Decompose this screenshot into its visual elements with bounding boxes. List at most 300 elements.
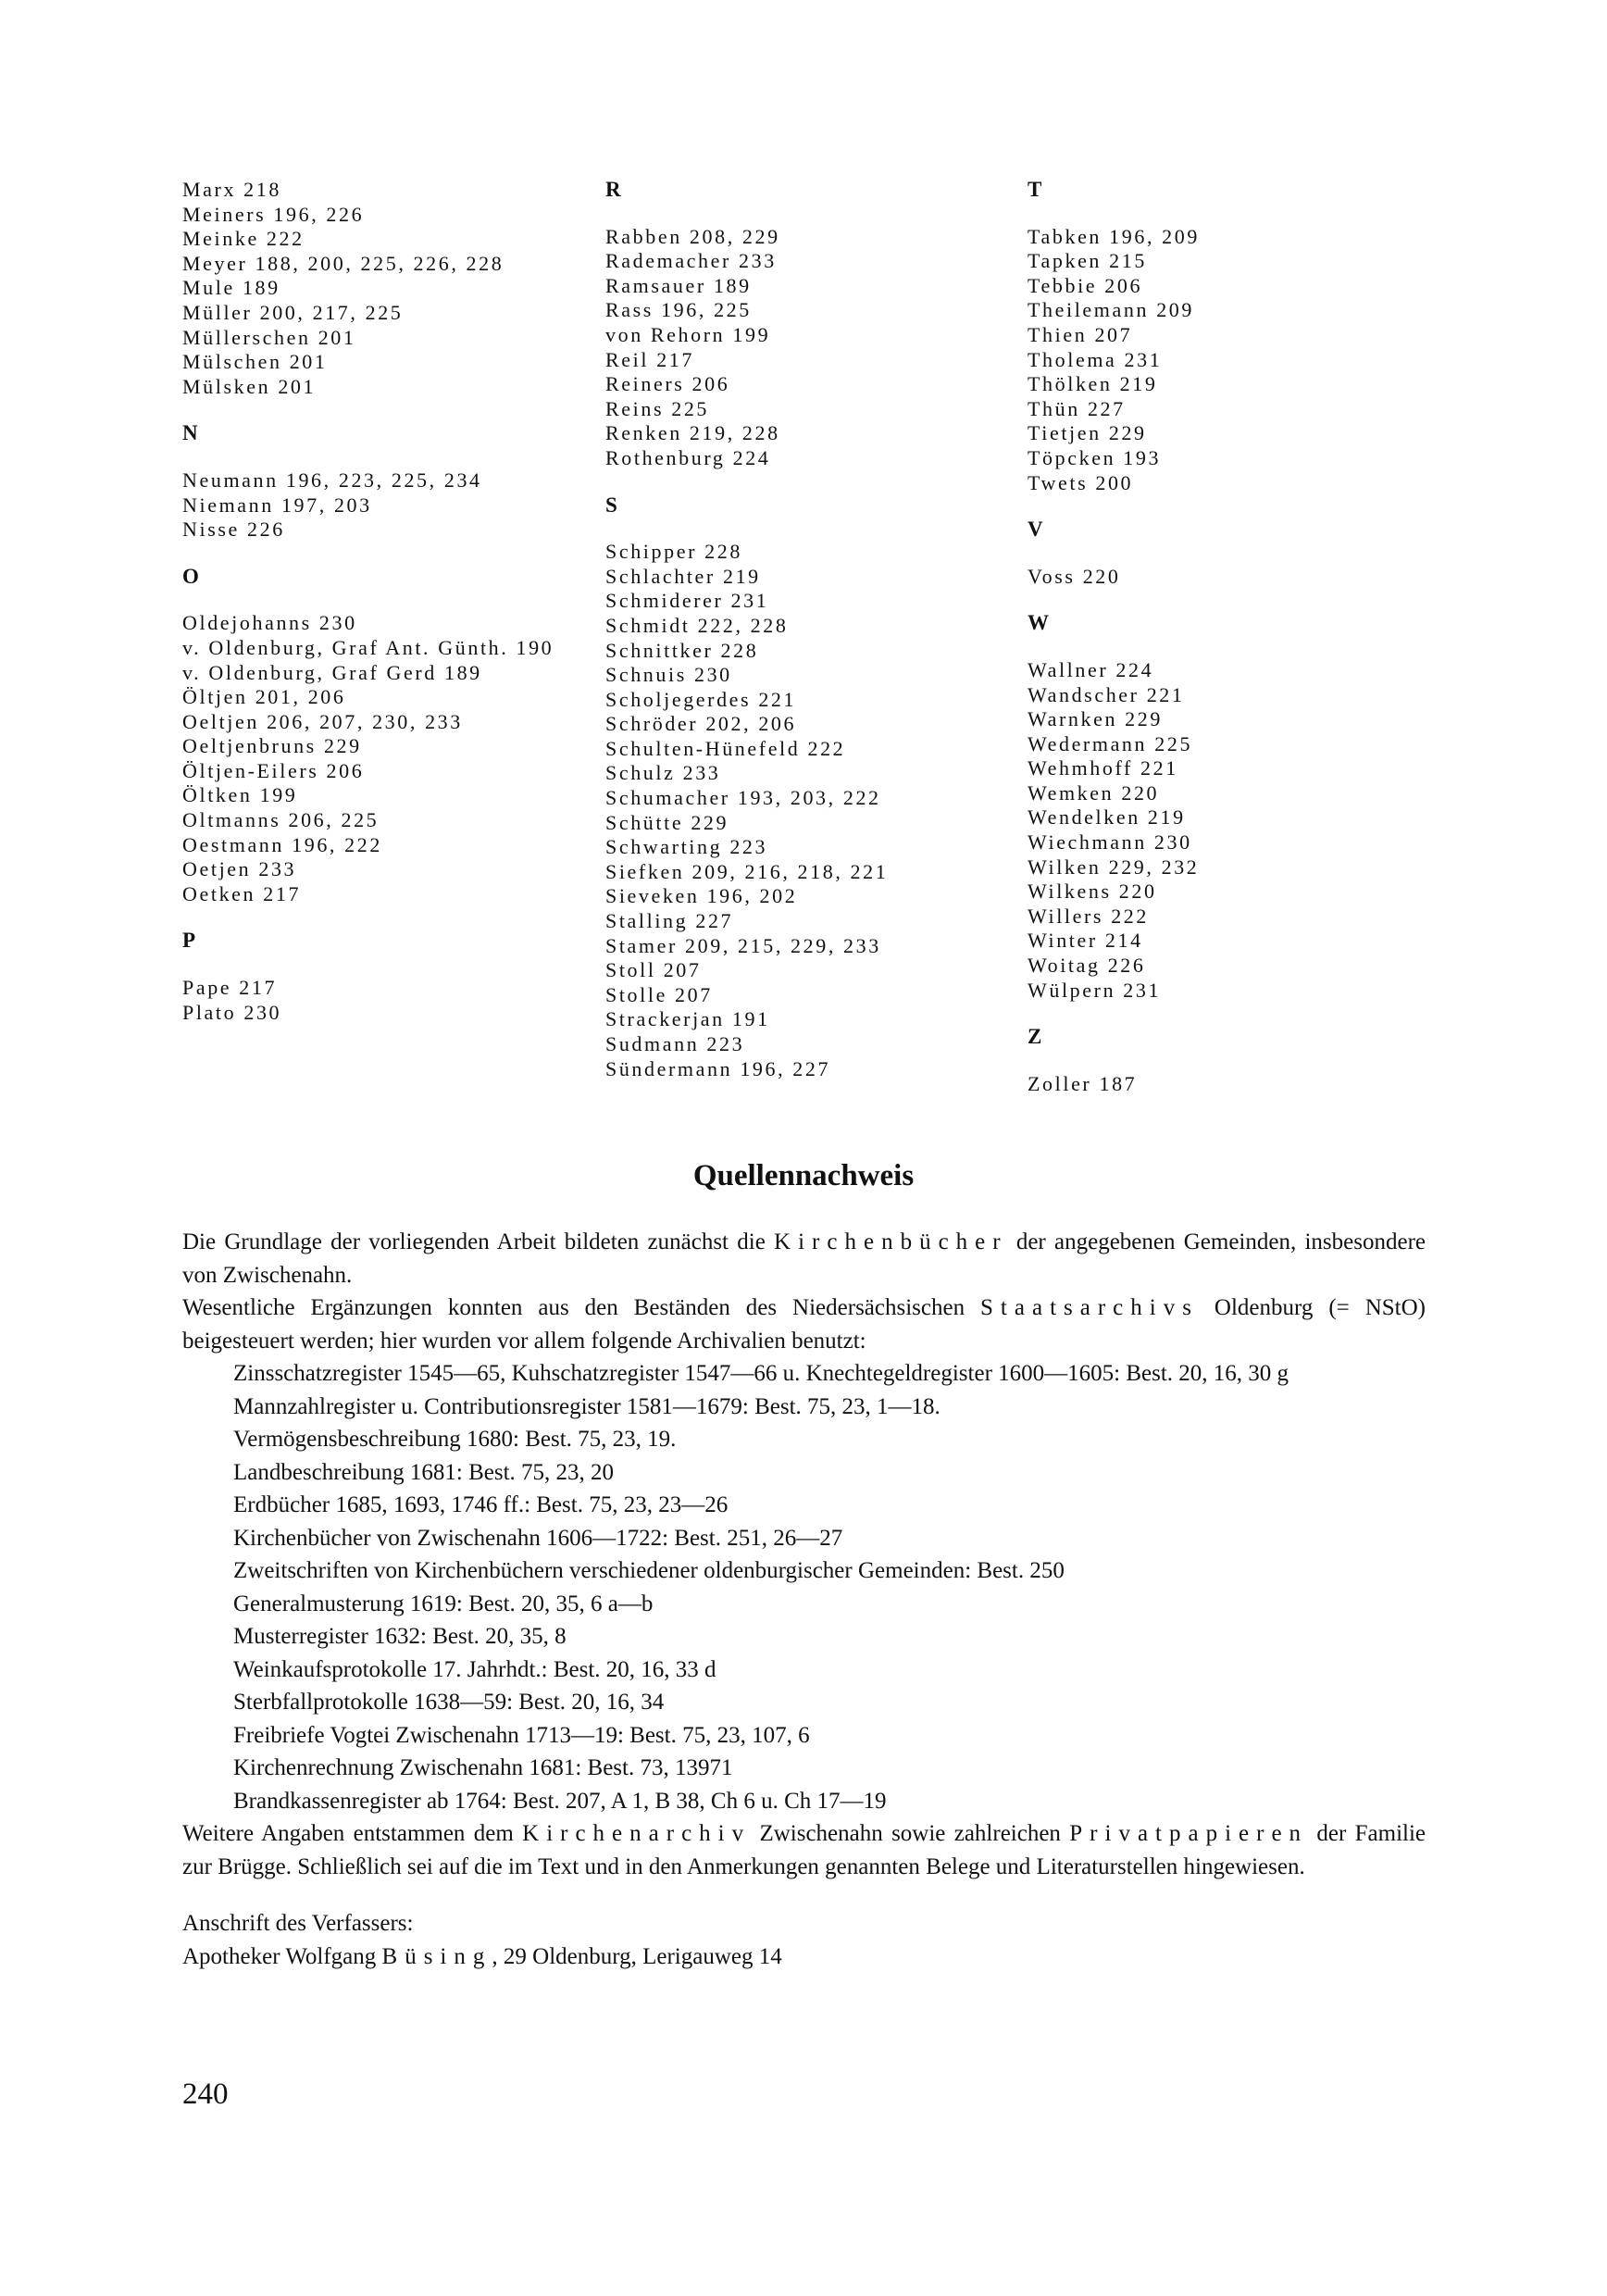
entry-name: Schumacher [605, 786, 730, 810]
index-entry [1028, 446, 1435, 471]
entry-pages: 206 [326, 758, 365, 782]
entry-name: Sündermann [605, 1056, 733, 1080]
entry-pages: 189 [443, 660, 482, 684]
entry-pages: 200, 217, 225 [259, 300, 404, 324]
entry-name: Schlachter [605, 564, 716, 588]
entry-pages: 223 [706, 1032, 745, 1055]
archive-list-item: Musterregister 1632: Best. 20, 35, 8 [233, 1624, 567, 1649]
entry-pages: 228 [704, 540, 742, 564]
entry-pages: 222 [1111, 904, 1149, 928]
text-segment: Zwischenahn sowie zahlreichen [751, 1821, 1070, 1846]
entry-pages: 222 [807, 736, 846, 760]
index-letter-heading: V [1028, 518, 1043, 542]
entry-name: Winter [1028, 929, 1098, 953]
index-entry [605, 835, 1013, 860]
index-entry [605, 348, 1013, 373]
index-entry [1028, 905, 1435, 930]
entry-name: Wülpern [1028, 978, 1116, 1002]
entry-name: Wemken [1028, 780, 1115, 805]
entry-pages: 215 [1109, 249, 1147, 273]
entry-pages: 207 [663, 958, 702, 982]
index-entry [605, 639, 1013, 664]
entry-name: Renken [605, 421, 682, 445]
entry-name: Pape [182, 976, 232, 1000]
entry-name: Niemann [182, 493, 274, 517]
entry-pages: 196, 222 [292, 832, 382, 856]
index-entry [1028, 979, 1435, 1004]
index-entry [605, 786, 1013, 811]
archive-list-item: Mannzahlregister u. Contributionsregister 1581—1679: Best. 75, 23, 1—18. [233, 1393, 941, 1419]
entry-name: Thien [1028, 322, 1088, 346]
index-entry [182, 685, 590, 710]
index-entry [1028, 954, 1435, 979]
entry-pages: 220 [1082, 564, 1121, 588]
index-entry [605, 958, 1013, 983]
entry-pages: 209 [1156, 298, 1194, 322]
entry-name: von Rehorn [605, 322, 726, 346]
entry-pages: 207 [675, 982, 713, 1006]
entry-name: Schnittker [605, 638, 714, 662]
entry-pages: 220 [1121, 780, 1160, 805]
entry-pages: 196, 223, 225, 234 [285, 468, 482, 492]
entry-name: Neumann [182, 468, 279, 492]
entry-name: Wilken [1028, 855, 1102, 879]
entry-pages: 199 [732, 322, 771, 346]
entry-name: Tabken [1028, 224, 1102, 248]
entry-pages: 196, 225 [661, 298, 752, 322]
archive-list-item: Vermögensbeschreibung 1680: Best. 75, 23, 19. [233, 1427, 677, 1452]
entry-name: v. Oldenburg, Graf Ant. Günth. [182, 635, 509, 659]
entry-name: Oeltjen [182, 709, 259, 733]
archive-list-item: Kirchenrechnung Zwischenahn 1681: Best. 73, 13971 [233, 1755, 733, 1780]
index-entry [182, 518, 590, 543]
index-entry [605, 589, 1013, 614]
sources-outro [182, 1817, 1426, 1883]
entry-pages: 207 [1094, 322, 1133, 346]
entry-name: Oltmanns [182, 808, 281, 832]
entry-name: Oetken [182, 881, 256, 905]
index-column-3 [1028, 178, 1435, 1096]
index-entry [1028, 732, 1435, 757]
entry-name: Warnken [1028, 707, 1118, 731]
index-entry [1028, 707, 1435, 732]
index-entry [1028, 471, 1435, 496]
entry-pages: 233 [739, 249, 777, 273]
index-entry [1028, 683, 1435, 708]
entry-pages: 218 [243, 178, 281, 201]
index-entry [182, 227, 590, 252]
index-entry [182, 611, 590, 636]
entry-pages: 220 [1118, 880, 1157, 904]
entry-name: Twets [1028, 470, 1089, 494]
index-entry [605, 688, 1013, 713]
index-letter-heading: T [1028, 178, 1042, 201]
entry-pages: 196, 202 [706, 884, 798, 908]
paragraph [182, 1226, 1426, 1292]
index-entry [605, 323, 1013, 348]
entry-pages: 229 [323, 734, 362, 758]
entry-name: Rass [605, 298, 654, 322]
entry-name: Wandscher [1028, 682, 1140, 706]
entry-name: Schulten-Hünefeld [605, 736, 801, 760]
index-entry [182, 976, 590, 1001]
entry-name: Töpcken [1028, 445, 1116, 469]
entry-pages: 227 [1087, 396, 1126, 420]
index-entry [1028, 225, 1435, 250]
entry-pages: 231 [1124, 347, 1163, 371]
entry-name: Plato [182, 1000, 237, 1024]
index-entry [605, 1032, 1013, 1057]
sources-intro [182, 1226, 1426, 1357]
index-entry [182, 808, 590, 833]
archive-list-item: Weinkaufsprotokolle 17. Jahrhdt.: Best. 20, 16, 33 d [233, 1656, 716, 1682]
index-entry [605, 712, 1013, 737]
index-entry [1028, 1072, 1435, 1097]
entry-name: Meiners [182, 202, 267, 226]
entry-name: Stalling [605, 909, 689, 933]
entry-pages: 221 [1140, 756, 1178, 780]
entry-pages: 229 [691, 810, 729, 834]
entry-name: Sieveken [605, 884, 700, 908]
index-letter-heading: P [182, 929, 196, 953]
paragraph [182, 1292, 1426, 1357]
entry-pages: 201 [278, 374, 317, 398]
entry-pages: 222 [266, 227, 305, 251]
entry-name: Müller [182, 300, 253, 324]
index-entry [605, 737, 1013, 762]
index-entry [182, 857, 590, 882]
entry-pages: 206, 225 [288, 808, 380, 832]
index-letter-heading: S [605, 493, 617, 517]
entry-name: Woitag [1028, 954, 1101, 978]
entry-pages: 217 [656, 347, 694, 371]
entry-pages: 230 [693, 663, 732, 687]
index-entry [182, 636, 590, 661]
index-entry [182, 178, 590, 203]
index-entry [182, 375, 590, 400]
archive-list-item: Freibriefe Vogtei Zwischenahn 1713—19: Best. 75, 23, 107, 6 [233, 1722, 810, 1748]
entry-name: Nisse [182, 518, 240, 542]
entry-pages: 209, 216, 218, 221 [691, 859, 889, 883]
entry-name: Öltjen [182, 685, 248, 709]
entry-pages: 217 [239, 976, 278, 1000]
entry-pages: 225 [1154, 731, 1193, 755]
entry-name: Reiners [605, 372, 685, 396]
entry-name: Wilkens [1028, 880, 1112, 904]
text-segment: Oldenburg (= NStO) beigesteuert werden; hier wurden vor allem folgende Archivalien benutzt: [182, 1295, 1426, 1354]
entry-name: Willers [1028, 904, 1104, 928]
index-entry [605, 421, 1013, 446]
entry-name: Schmidt [605, 613, 691, 637]
index-entry [182, 1001, 590, 1026]
index-entry [605, 274, 1013, 299]
index-entry [182, 833, 590, 858]
entry-name: Thölken [1028, 372, 1113, 396]
index-entry [605, 811, 1013, 836]
entry-pages: 193 [1123, 445, 1162, 469]
index-entry [182, 301, 590, 326]
entry-name: Mülschen [182, 350, 282, 374]
index-letter-heading: Z [1028, 1025, 1042, 1049]
entry-name: Sudmann [605, 1032, 700, 1055]
index-letter-heading: W [1028, 611, 1049, 635]
entry-name: Wehmhoff [1028, 756, 1133, 780]
entry-name: Wendelken [1028, 805, 1140, 830]
index-entry [1028, 421, 1435, 446]
text-segment: , 29 Oldenburg, Lerigauweg 14 [492, 1943, 782, 1969]
entry-pages: 196, 227 [740, 1056, 831, 1080]
index-entry [1028, 298, 1435, 323]
entry-pages: 229, 232 [1108, 855, 1200, 879]
index-entry [1028, 929, 1435, 954]
entry-name: Oldejohanns [182, 611, 312, 635]
entry-pages: 190 [516, 635, 554, 659]
entry-pages: 230 [1153, 830, 1192, 855]
entry-name: Marx [182, 178, 237, 201]
entry-pages: 230 [318, 611, 357, 635]
entry-name: Wedermann [1028, 731, 1148, 755]
entry-name: Öltken [182, 783, 253, 807]
index-entry [605, 983, 1013, 1008]
index-entry [605, 249, 1013, 274]
entry-pages: 219 [1147, 805, 1186, 830]
index-entry [182, 326, 590, 351]
entry-name: Meinke [182, 227, 259, 251]
entry-pages: 230 [243, 1000, 282, 1024]
index-entry [605, 565, 1013, 590]
entry-pages: 208, 229 [689, 224, 780, 248]
index-entry [605, 860, 1013, 885]
entry-name: Oetjen [182, 857, 252, 881]
entry-name: Strackerjan [605, 1007, 725, 1031]
text-segment: Apotheker Wolfgang [182, 1943, 382, 1969]
entry-pages: 188, 200, 225, 226, 228 [255, 251, 505, 275]
paragraph [182, 1817, 1426, 1883]
index-entry [605, 225, 1013, 250]
entry-name: Tholema [1028, 347, 1117, 371]
entry-pages: 187 [1099, 1071, 1138, 1095]
entry-pages: 223 [729, 835, 768, 859]
entry-name: Ramsauer [605, 273, 706, 297]
address-label: Anschrift des Verfassers: [182, 1911, 414, 1936]
entry-name: Wallner [1028, 657, 1109, 681]
text-segment: Wesentliche Ergänzungen konnten aus den Beständen des Niedersächsischen [182, 1295, 981, 1320]
entry-name: Oestmann [182, 832, 285, 856]
entry-pages: 225 [671, 396, 710, 420]
index-entry [605, 372, 1013, 397]
entry-pages: 209, 215, 229, 233 [685, 933, 881, 957]
entry-name: Tebbie [1028, 273, 1098, 297]
index-entry [1028, 855, 1435, 880]
index-entry [182, 661, 590, 686]
entry-name: Rothenburg [605, 445, 726, 469]
entry-name: Reil [605, 347, 650, 371]
entry-pages: 202, 206 [705, 712, 797, 736]
entry-name: Schipper [605, 540, 698, 564]
entry-name: Schnuis [605, 663, 687, 687]
index-entry [605, 614, 1013, 639]
entry-name: Voss [1028, 564, 1076, 588]
entry-name: Siefken [605, 859, 685, 883]
entry-pages: 197, 203 [280, 493, 372, 517]
text-segment: Weitere Angaben entstammen dem [182, 1821, 523, 1846]
index-entry [605, 663, 1013, 688]
index-column-1 [182, 178, 590, 1025]
entry-name: Rabben [605, 224, 682, 248]
entry-name: Schröder [605, 712, 699, 736]
archive-list-item: Zweitschriften von Kirchenbüchern verschiedener oldenburgischer Gemeinden: Best. 250 [233, 1558, 1065, 1583]
entry-pages: 219 [722, 564, 761, 588]
entry-pages: 224 [1115, 657, 1154, 681]
entry-pages: 189 [713, 273, 752, 297]
entry-name: Theilemann [1028, 298, 1150, 322]
entry-name: Zoller [1028, 1071, 1092, 1095]
index-entry [182, 350, 590, 375]
entry-pages: 201 [318, 325, 356, 349]
sources-body [182, 1226, 1426, 1973]
entry-pages: 219 [1119, 372, 1158, 396]
entry-pages: 224 [732, 445, 771, 469]
entry-name: Tietjen [1028, 421, 1102, 445]
archive-list-item: Brandkassenregister ab 1764: Best. 207, A 1, B 38, Ch 6 u. Ch 17—19 [233, 1788, 887, 1814]
index-entry [605, 909, 1013, 934]
entry-name: Rademacher [605, 249, 731, 273]
archive-list-item: Landbeschreibung 1681: Best. 75, 23, 20 [233, 1459, 615, 1485]
index-entry [1028, 274, 1435, 299]
entry-pages: 191 [731, 1007, 770, 1031]
entry-pages: 221 [758, 687, 797, 711]
archive-list-item: Zinsschatzregister 1545—65, Kuhschatzregister 1547—66 u. Knechtegeldregister 1600—1605: Best. 20, 16, 30 g [233, 1361, 1289, 1386]
entry-name: Stolle [605, 982, 667, 1006]
entry-name: Schulz [605, 761, 676, 785]
index-entry [1028, 880, 1435, 905]
text-segment: der angegebenen Gemeinden, insbesondere von Zwischenahn. [182, 1229, 1426, 1288]
entry-name: Stoll [605, 958, 656, 982]
archive-list-item: Erdbücher 1685, 1693, 1746 ff.: Best. 75, 23, 23—26 [233, 1492, 729, 1517]
entry-name: Tapken [1028, 249, 1102, 273]
index-entry [182, 468, 590, 493]
entry-pages: 193, 203, 222 [737, 786, 881, 810]
index-entry [605, 397, 1013, 422]
entry-name: Reins [605, 396, 665, 420]
index-entry [1028, 756, 1435, 781]
spaced-emphasis: Staatsarchivs [980, 1295, 1199, 1320]
entry-pages: 217 [263, 881, 302, 905]
index-letter-heading: R [605, 178, 621, 201]
index-entry [605, 884, 1013, 909]
index-entry [605, 298, 1013, 323]
spaced-emphasis: Privatpapieren [1069, 1821, 1309, 1846]
entry-pages: 206 [1104, 273, 1143, 297]
archive-list-item: Sterbfallprotokolle 1638—59: Best. 20, 16, 34 [233, 1690, 665, 1715]
index-entry [182, 734, 590, 759]
spaced-emphasis: Kirchenarchiv [522, 1821, 752, 1846]
entry-pages: 228 [720, 638, 759, 662]
entry-name: Schütte [605, 810, 684, 834]
entry-name: Thün [1028, 396, 1080, 420]
index-letter-heading: N [182, 421, 198, 445]
page-number: 240 [182, 2078, 229, 2111]
entry-pages: 222, 228 [697, 613, 789, 637]
index-entry [182, 276, 590, 301]
index-entry [182, 203, 590, 228]
index-entry [605, 540, 1013, 565]
index-entry [182, 882, 590, 907]
entry-pages: 201, 206 [255, 685, 346, 709]
index-entry [1028, 805, 1435, 830]
entry-pages: 231 [730, 589, 769, 613]
entry-name: Wiechmann [1028, 830, 1147, 855]
entry-pages: 221 [1146, 682, 1185, 706]
index-entry [1028, 323, 1435, 348]
index-entry [1028, 372, 1435, 397]
spaced-emphasis: Büsing [381, 1943, 492, 1969]
index-entry [605, 1057, 1013, 1082]
entry-pages: 214 [1104, 929, 1143, 953]
section-title: Quellennachweis [692, 1159, 915, 1192]
entry-pages: 199 [259, 783, 298, 807]
index-entry [1028, 249, 1435, 274]
index-entry [182, 252, 590, 277]
index-entry [1028, 348, 1435, 373]
entry-name: v. Oldenburg, Graf Gerd [182, 660, 437, 684]
entry-pages: 226 [247, 518, 285, 542]
entry-pages: 229 [1108, 421, 1147, 445]
entry-name: Mülsken [182, 374, 271, 398]
index-entry [1028, 658, 1435, 683]
entry-name: Scholjegerdes [605, 687, 752, 711]
entry-name: Schwarting [605, 835, 723, 859]
text-segment: Die Grundlage der vorliegenden Arbeit bildeten zunächst die [182, 1229, 775, 1254]
author-address [182, 1940, 1426, 1974]
entry-pages: 206 [691, 372, 730, 396]
index-entry [1028, 565, 1435, 590]
index-entry [605, 761, 1013, 786]
entry-pages: 229 [1125, 707, 1163, 731]
index-entry [182, 710, 590, 735]
index-entry [182, 493, 590, 518]
text-segment: der Familie zur Brügge. Schließlich sei auf die im Text und in den Anmerkungen genannten Belege und Literaturstellen hingewiesen. [182, 1821, 1426, 1879]
index-entry [605, 1007, 1013, 1032]
spaced-emphasis: Kirchenbücher [774, 1229, 1008, 1254]
entry-pages: 227 [695, 909, 734, 933]
index-entry [605, 446, 1013, 471]
entry-name: Müllerschen [182, 325, 311, 349]
entry-pages: 206, 207, 230, 233 [267, 709, 463, 733]
index-entry [1028, 781, 1435, 806]
index-entry [1028, 397, 1435, 422]
index-column-2 [605, 178, 1013, 1081]
index-letter-heading: O [182, 564, 199, 588]
index-entry [182, 783, 590, 808]
entry-pages: 219, 228 [689, 421, 780, 445]
entry-pages: 201 [289, 350, 328, 374]
index-entry [605, 934, 1013, 959]
entry-name: Mule [182, 276, 235, 300]
index-entry [1028, 830, 1435, 855]
entry-pages: 226 [1107, 954, 1146, 978]
entry-pages: 196, 209 [1109, 224, 1200, 248]
entry-name: Öltjen-Eilers [182, 758, 319, 782]
entry-pages: 200 [1095, 470, 1134, 494]
entry-name: Schmiderer [605, 589, 724, 613]
entry-name: Stamer [605, 933, 678, 957]
archive-list-item: Generalmusterung 1619: Best. 20, 35, 6 a—b [233, 1591, 654, 1616]
entry-name: Oeltjenbruns [182, 734, 317, 758]
entry-pages: 196, 226 [273, 202, 365, 226]
entry-pages: 233 [258, 857, 297, 881]
entry-name: Meyer [182, 251, 248, 275]
